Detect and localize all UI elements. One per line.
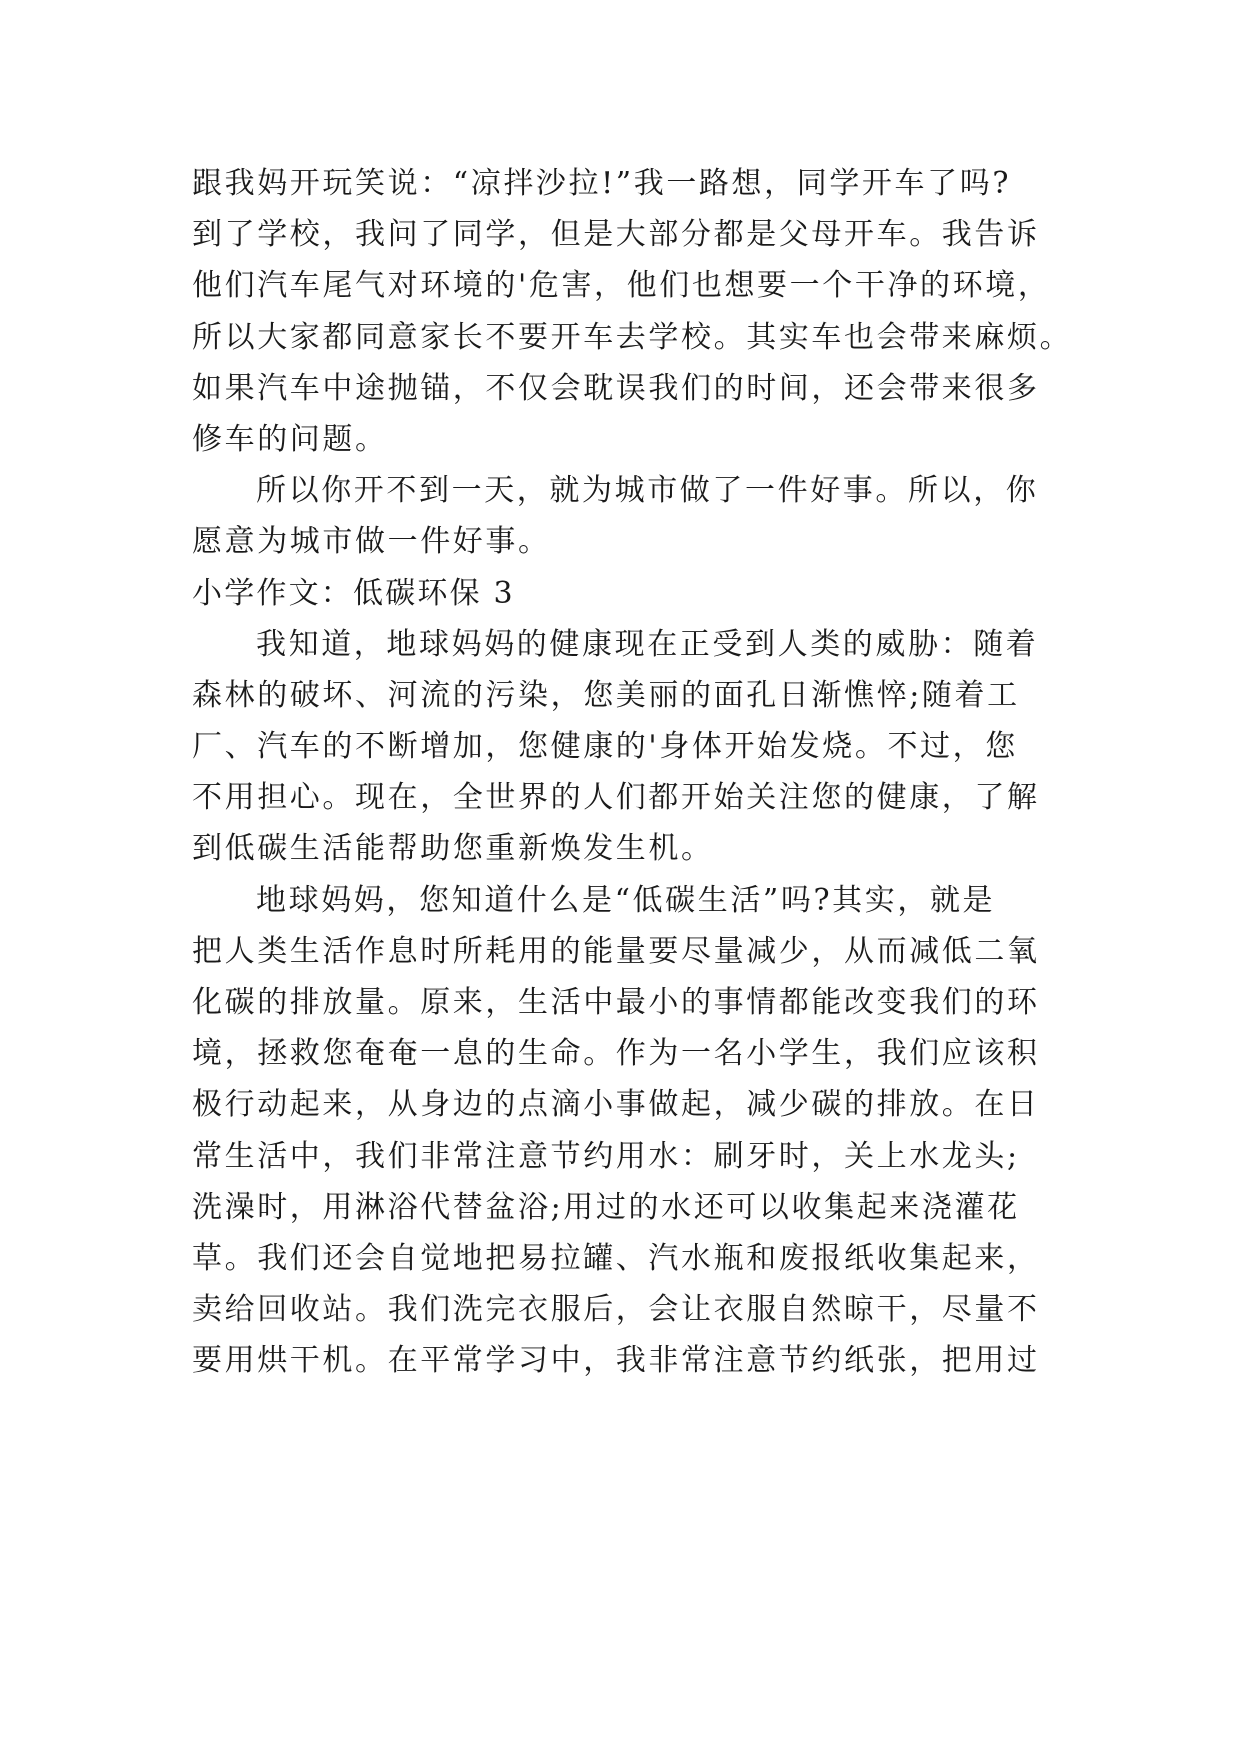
section-heading: 小学作文：低碳环保 3 (192, 575, 515, 611)
text-line: 草。我们还会自觉地把易拉罐、汽水瓶和废报纸收集起来， (192, 1240, 1040, 1276)
paragraph-first-line: 地球妈妈，您知道什么是“低碳生活”吗?其实，就是 (256, 882, 996, 918)
text-line: 洗澡时，用淋浴代替盆浴;用过的水还可以收集起来浇灌花 (192, 1189, 1020, 1225)
text-line: 修车的问题。 (192, 421, 388, 457)
text-line: 要用烘干机。在平常学习中，我非常注意节约纸张，把用过 (192, 1343, 1040, 1379)
text-line: 所以大家都同意家长不要开车去学校。其实车也会带来麻烦。 (192, 319, 1073, 355)
text-line: 愿意为城市做一件好事。 (192, 524, 551, 560)
text-line: 境，拯救您奄奄一息的生命。作为一名小学生，我们应该积 (192, 1036, 1040, 1072)
text-line: 卖给回收站。我们洗完衣服后，会让衣服自然晾干，尽量不 (192, 1292, 1040, 1328)
text-line: 如果汽车中途抛锚，不仅会耽误我们的时间，还会带来很多 (192, 370, 1040, 406)
text-line: 常生活中，我们非常注意节约用水：刷牙时，关上水龙头; (192, 1138, 1020, 1174)
text-line: 森林的破坏、河流的污染，您美丽的面孔日渐憔悴;随着工 (192, 677, 1020, 713)
text-line: 厂、汽车的不断增加，您健康的'身体开始发烧。不过，您 (192, 729, 1018, 765)
text-line: 到了学校，我问了同学，但是大部分都是父母开车。我告诉 (192, 217, 1040, 253)
document-body (192, 158, 1072, 1387)
text-line: 他们汽车尾气对环境的'危害，他们也想要一个干净的环境， (192, 268, 1051, 304)
text-line: 跟我妈开玩笑说：“凉拌沙拉!”我一路想，同学开车了吗? (192, 166, 1012, 201)
text-line: 把人类生活作息时所耗用的能量要尽量减少，从而减低二氧 (192, 933, 1040, 969)
text-line: 不用担心。现在，全世界的人们都开始关注您的健康，了解 (192, 780, 1040, 816)
text-line: 到低碳生活能帮助您重新焕发生机。 (192, 831, 714, 867)
text-line: 极行动起来，从身边的点滴小事做起，减少碳的排放。在日 (192, 1087, 1040, 1123)
paragraph-first-line: 我知道，地球妈妈的健康现在正受到人类的威胁：随着 (256, 626, 1039, 662)
paragraph-first-line: 所以你开不到一天，就为城市做了一件好事。所以，你 (256, 473, 1039, 509)
text-line: 化碳的排放量。原来，生活中最小的事情都能改变我们的环 (192, 985, 1040, 1020)
